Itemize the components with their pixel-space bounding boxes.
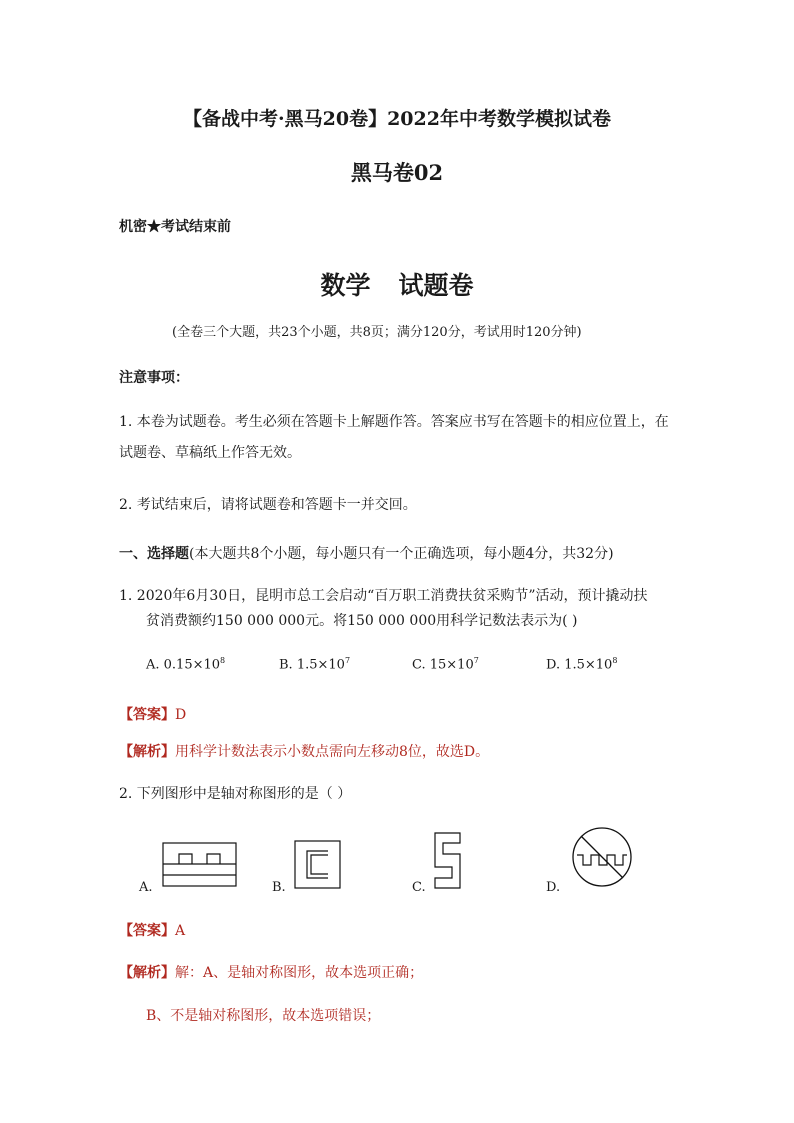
question-2-line-1: 2. 下列图形中是轴对称图形的是（ ） bbox=[119, 786, 352, 802]
notice-item-1-line-2: 试题卷、草稿纸上作答无效。 bbox=[119, 445, 301, 461]
q2-analysis-line-2: B、不是轴对称图形，故本选项错误； bbox=[146, 1008, 381, 1024]
q1-option-b-text: B. 1.5×10 bbox=[279, 657, 345, 673]
section-1-heading bbox=[119, 543, 614, 563]
q2-answer-tag: 【答案】 bbox=[119, 923, 175, 939]
q1-option-a bbox=[146, 656, 225, 672]
confidential-label: 机密★考试结束前 bbox=[119, 219, 231, 235]
q1-option-d bbox=[546, 656, 617, 672]
q1-option-c-text: C. 15×10 bbox=[412, 657, 474, 673]
q1-option-c-exp: 7 bbox=[473, 656, 479, 665]
q1-option-c bbox=[412, 656, 479, 672]
q1-answer-value: D bbox=[175, 707, 187, 723]
exam-title-subject: 数学 bbox=[320, 271, 371, 300]
q1-option-a-exp: 8 bbox=[220, 656, 226, 665]
exam-title-paper: 试题卷 bbox=[398, 271, 474, 300]
q1-option-b bbox=[279, 656, 350, 672]
document-title: 【备战中考·黑马20卷】2022年中考数学模拟试卷 bbox=[183, 108, 611, 130]
notice-heading: 注意事项： bbox=[119, 370, 189, 386]
q2-answer bbox=[119, 920, 185, 940]
q1-analysis-tag: 【解析】 bbox=[119, 744, 175, 760]
q2-analysis bbox=[119, 962, 423, 982]
q2-option-d-label: D. bbox=[546, 880, 561, 895]
exam-description: (全卷三个大题，共23个小题，共8页；满分120分，考试用时120分钟) bbox=[172, 325, 582, 340]
q1-analysis-text: 用科学计数法表示小数点需向左移动8位，故选D。 bbox=[175, 744, 490, 760]
q2-answer-value: A bbox=[175, 923, 186, 939]
section-1-title: 一、选择题 bbox=[119, 546, 189, 562]
q2-figure-b bbox=[294, 840, 342, 890]
q1-option-b-exp: 7 bbox=[344, 656, 351, 665]
q2-option-b-label: B. bbox=[272, 880, 286, 895]
q2-figure-d bbox=[571, 826, 633, 888]
q2-figure-c bbox=[433, 831, 463, 891]
q2-option-c-label: C. bbox=[412, 880, 426, 895]
q1-answer bbox=[119, 704, 186, 724]
q1-option-d-text: D. 1.5×10 bbox=[546, 657, 613, 673]
q2-analysis-tag: 【解析】 bbox=[119, 965, 175, 981]
question-1-line-1: 1. 2020年6月30日，昆明市总工会启动“百万职工消费扶贫采购节”活动，预计撬动扶 bbox=[119, 588, 648, 604]
notice-item-1-line-1: 1. 本卷为试题卷。考生必须在答题卡上解题作答。答案应书写在答题卡的相应位置上，在 bbox=[119, 414, 669, 430]
q2-figure-a bbox=[162, 842, 238, 888]
q2-analysis-text-1: 解：A、是轴对称图形，故本选项正确； bbox=[175, 965, 424, 981]
section-1-detail: (本大题共8个小题，每小题只有一个正确选项，每小题4分，共32分) bbox=[189, 546, 614, 562]
q1-option-a-text: A. 0.15×10 bbox=[146, 657, 221, 673]
paper-subtitle: 黑马卷02 bbox=[350, 160, 444, 185]
exam-title bbox=[0, 266, 794, 302]
q2-option-a-label: A. bbox=[139, 880, 153, 895]
q1-answer-tag: 【答案】 bbox=[119, 707, 175, 723]
q1-option-d-exp: 8 bbox=[612, 656, 618, 665]
question-1-line-2: 贫消费额约150 000 000元。将150 000 000用科学记数法表示为( ) bbox=[146, 613, 578, 629]
q1-analysis bbox=[119, 741, 489, 761]
notice-item-2: 2. 考试结束后，请将试题卷和答题卡一并交回。 bbox=[119, 497, 417, 513]
